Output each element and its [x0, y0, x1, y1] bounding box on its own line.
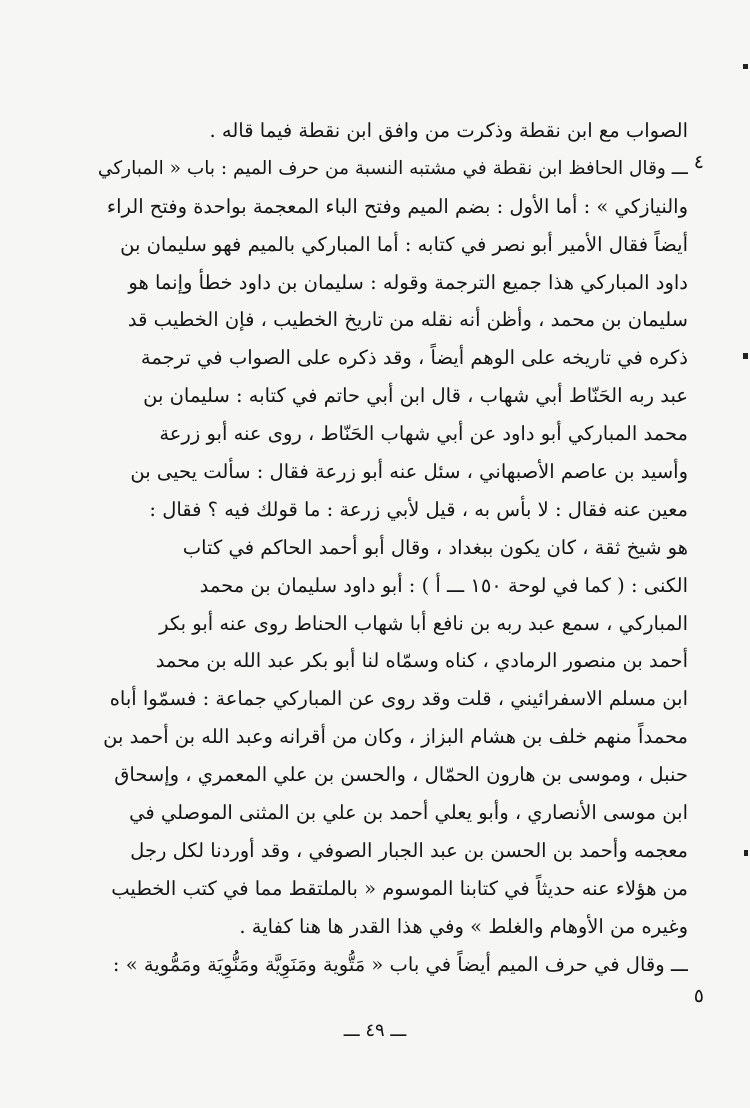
- text-line: والنيازكي » : أما الأول : بضم الميم وفتح الباء المعجمة بواحدة وفتح الراء: [106, 194, 688, 218]
- text-line: سليمان بن محمد ، وأظن أنه نقله من تاريخ الخطيب ، فإن الخطيب قد: [127, 308, 688, 332]
- text-line: وغيره من الأوهام والغلط » وفي هذا القدر ها هنا كفاية .: [239, 914, 688, 938]
- text-line: أيضاً فقال الأمير أبو نصر في كتابه : أما المباركي بالميم فهو سليمان بن: [120, 232, 688, 256]
- text-line: أحمد بن منصور الرمادي ، كناه وسمّاه لنا أبو بكر عبد الله بن محمد: [155, 649, 688, 673]
- page-number: ـــ ٤٩ ـــ: [343, 1020, 407, 1041]
- text-line: الكنى : ( كما في لوحة ١٥٠ ـــ أ ) : أبو داود سليمان بن محمد: [199, 573, 688, 597]
- paragraph-number-4: ٤: [693, 151, 704, 173]
- text-line: ابن مسلم الاسفرائيني ، قلت وقد روى عن المباركي جماعة : فسمّوا أباه: [109, 687, 688, 711]
- text-line: هو شيخ ثقة ، كان يكون ببغداد ، وقال أبو أحمد الحاكم في كتاب: [182, 535, 688, 559]
- text-line: ـــ وقال في حرف الميم أيضاً في باب « مَتُّوية ومَنَوِيَّة ومَنُّوِيَة ومَمُّوية » :: [112, 952, 688, 976]
- text-line: محمد المباركي أبو داود عن أبي شهاب الحَنّاط ، روى عنه أبو زرعة: [159, 422, 688, 446]
- paragraph-number-5: ٥: [693, 985, 704, 1007]
- text-line: داود المباركي هذا جميع الترجمة وقوله : سليمان بن داود خطأ وإنما هو: [128, 270, 688, 294]
- margin-mark-middle: [743, 353, 748, 359]
- margin-mark-top: [743, 64, 748, 69]
- text-line: من هؤلاء عنه حديثاً في كتابنا الموسوم « بالملتقط مما في كتب الخطيب: [111, 876, 688, 900]
- body-text: [88, 112, 688, 983]
- text-line: عبد ربه الحَنّاط أبي شهاب ، قال ابن أبي حاتم في كتابه : سليمان بن: [143, 384, 688, 408]
- text-line: معجمه وأحمد بن الحسن بن عبد الجبار الصوفي ، وقد أوردنا لكل رجل: [130, 838, 688, 862]
- margin-mark-bottom: [744, 850, 748, 856]
- text-line: معين عنه فقال : لا بأس به ، قيل لأبي زرعة : ما قولك فيه ؟ فقال :: [149, 497, 688, 521]
- text-line: محمداً منهم خلف بن هشام البزاز ، وكان من أقرانه وعبد الله بن أحمد بن: [103, 725, 688, 749]
- text-line: ذكره في تاريخه على الوهم أيضاً ، وقد ذكره على الصواب في ترجمة: [140, 346, 688, 370]
- text-line: المباركي ، سمع عبد ربه بن نافع أبا شهاب الحناط روى عنه أبو بكر: [159, 611, 688, 635]
- text-line: حنبل ، وموسى بن هارون الحمّال ، والحسن بن علي المعمري ، وإسحاق: [114, 763, 688, 787]
- text-line: ـــ وقال الحافظ ابن نقطة في مشتبه النسبة من حرف الميم : باب « المباركي: [97, 157, 688, 179]
- text-line: الصواب مع ابن نقطة وذكرت من وافق ابن نقطة فيما قاله .: [209, 119, 688, 142]
- text-line: وأسيد بن عاصم الأصبهاني ، سئل عنه أبو زرعة فقال : سألت يحيى بن: [130, 460, 688, 484]
- text-line: ابن موسى الأنصاري ، وأبو يعلي أحمد بن علي بن المثنى الموصلي في: [129, 801, 688, 825]
